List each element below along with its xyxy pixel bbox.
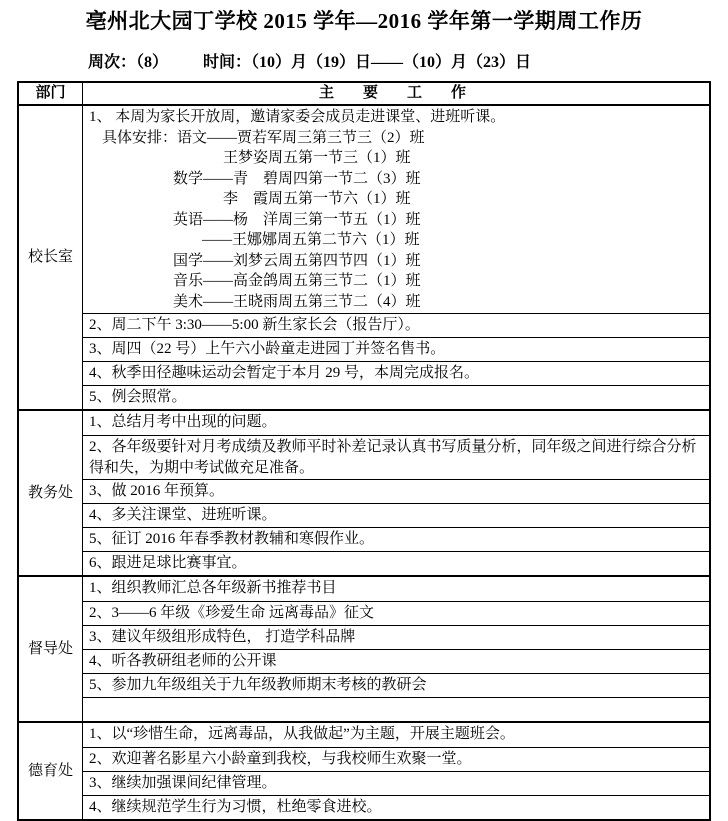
work-item-row	[83, 771, 709, 795]
table-body	[19, 106, 709, 819]
work-item-line: 5、参加九年级组关于九年级教师期末考核的教研会	[89, 677, 427, 693]
work-item-line: 音乐——高金鸽周五第三节二（1）班	[173, 273, 421, 289]
work-item-row	[83, 361, 709, 385]
work-items-column	[83, 577, 709, 721]
work-item-row	[83, 385, 709, 409]
page-title: 亳州北大园丁学校 2015 学年—2016 学年第一学期周工作历	[85, 9, 643, 33]
work-item-row	[83, 527, 709, 551]
work-item-row	[83, 551, 709, 575]
department-label: 校长室	[19, 106, 83, 409]
department-section	[19, 575, 709, 721]
department-section	[19, 106, 709, 409]
work-item-line: 1、组织教师汇总各年级新书推荐书目	[89, 580, 337, 596]
work-item-line: 国学——刘梦云周五第四节四（1）班	[173, 252, 421, 269]
work-item-row	[83, 795, 709, 819]
work-item-row	[83, 577, 709, 601]
work-item-row	[83, 503, 709, 527]
work-item-row	[83, 649, 709, 673]
work-item-line: 2、周二下午 3:30——5:00 新生家长会（报告厅）。	[89, 317, 420, 333]
time-range-label: 时间：（10）月（19）日——（10）月（23）日	[203, 54, 532, 71]
work-item-line	[89, 699, 705, 720]
work-item-row	[83, 337, 709, 361]
work-item-line: 4、秋季田径趣味运动会暂定于本月 29 号，本周完成报名。	[89, 365, 480, 381]
table-header-row	[19, 83, 709, 106]
work-item-line: 3、继续加强课间纪律管理。	[89, 775, 277, 791]
work-item-line: 王梦姿周五第一节三（1）班	[223, 150, 411, 166]
work-item-line: 2、欢迎著名影星六小龄童到我校，与我校师生欢聚一堂。	[89, 751, 472, 767]
work-item-line: 具体安排：语文——贾若军周三第三节三（2）班	[102, 129, 425, 146]
work-item-line: 4、继续规范学生行为习惯，杜绝零食进校。	[89, 799, 382, 815]
work-item-line: 数学——青 碧周四第一节二（3）班	[173, 170, 421, 187]
work-item-line: 1、总结月考中出现的问题。	[89, 414, 277, 430]
weekly-work-table	[17, 81, 711, 821]
work-item-line: 5、征订 2016 年春季教材教辅和寒假作业。	[89, 531, 375, 547]
work-item-row	[83, 673, 709, 697]
work-items-column	[83, 723, 709, 819]
work-item-row	[83, 313, 709, 337]
department-section	[19, 409, 709, 575]
work-item-line: 5、例会照常。	[89, 389, 187, 405]
meta-row	[88, 52, 728, 74]
work-item-line: 李 霞周五第一节六（1）班	[223, 191, 411, 207]
work-item-row	[83, 411, 709, 435]
work-item-row	[83, 747, 709, 771]
work-item-line: 2、各年级要针对月考成绩及教师平时补差记录认真书写质量分析，同年级之间进行综合分析得和失，为期中考试做充足准备。	[89, 439, 697, 476]
main-work-column-header: 主 要 工 作	[318, 85, 473, 101]
work-item-line: 1、 本周为家长开放周，邀请家委会成员走进课堂、进班听课。	[89, 109, 506, 125]
department-label: 德育处	[19, 723, 83, 819]
work-item-line: 3、周四（22 号）上午六小龄童走进园丁并签名售书。	[89, 341, 446, 357]
work-item-row	[83, 697, 709, 721]
work-item-line: 3、建议年级组形成特色， 打造学科品牌	[89, 629, 356, 645]
department-section	[19, 721, 709, 819]
department-label: 督导处	[19, 577, 83, 721]
work-item-line: 3、做 2016 年预算。	[89, 483, 225, 499]
department-column-header: 部门	[19, 83, 83, 104]
work-items-column	[83, 411, 709, 575]
work-item-row	[83, 435, 709, 479]
work-item-row	[83, 106, 709, 313]
work-item-line: 1、以“珍惜生命，远离毒品，从我做起”为主题，开展主题班会。	[89, 726, 515, 742]
work-item-row	[83, 601, 709, 625]
work-item-row	[83, 479, 709, 503]
department-label: 教务处	[19, 411, 83, 575]
work-item-line: 英语——杨 洋周三第一节五（1）班	[173, 211, 421, 228]
work-item-line: 4、多关注课堂、进班听课。	[89, 507, 277, 523]
work-item-line: ——王娜娜周五第二节六（1）班	[202, 232, 420, 248]
work-item-line: 6、跟进足球比赛事宜。	[89, 555, 247, 571]
work-item-row	[83, 625, 709, 649]
work-items-column	[83, 106, 709, 409]
work-item-line: 2、3——6 年级《珍爱生命 远离毒品》征文	[89, 605, 375, 621]
week-number-label: 周次：（8）	[88, 54, 169, 71]
work-item-line: 4、听各教研组老师的公开课	[89, 653, 277, 669]
work-item-line: 美术——王晓雨周五第三节二（4）班	[173, 293, 421, 310]
work-item-row	[83, 723, 709, 747]
